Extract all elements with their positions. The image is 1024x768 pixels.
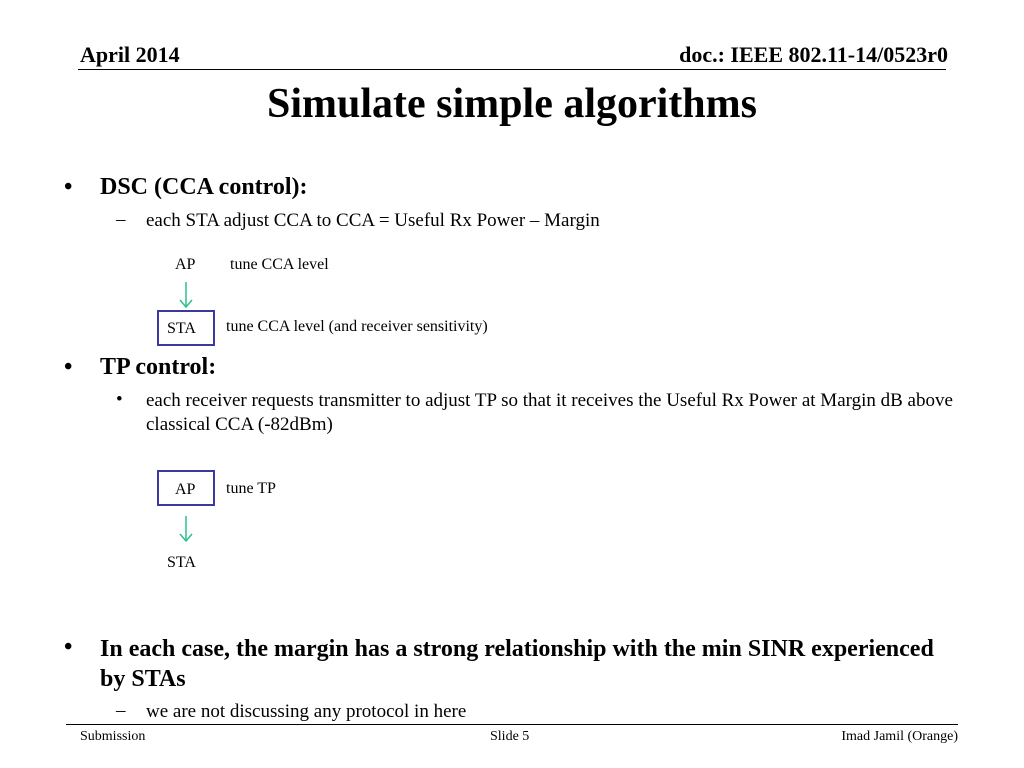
diagram1-arrow-down-icon (176, 280, 196, 310)
diagram2-sta-label: STA (167, 554, 196, 571)
sub-bullet-marker: – (116, 209, 126, 230)
bullet-text: TP control: (100, 354, 217, 380)
slide-title: Simulate simple algorithms (267, 81, 757, 127)
sub-bullet-text: each receiver requests transmitter to adjust TP so that it receives the Useful Rx Power at Margin dB above classical CCA (-82dBm) (146, 390, 953, 435)
sub-bullet-marker: – (116, 700, 126, 721)
footer-slide-number: Slide 5 (490, 729, 530, 744)
header-doc-id: doc.: IEEE 802.11-14/0523r0 (679, 42, 948, 67)
diagram1-ap-label: AP (175, 256, 196, 273)
diagram2-ap-note: tune TP (226, 480, 276, 497)
footer-divider (66, 724, 958, 725)
diagram1-sta-note: tune CCA level (and receiver sensitivity) (226, 318, 488, 335)
bullet-text: DSC (CCA control): (100, 174, 308, 200)
sub-bullet-text: each STA adjust CCA to CCA = Useful Rx Power – Margin (146, 210, 600, 231)
diagram1-ap-note: tune CCA level (230, 256, 329, 273)
footer-author: Imad Jamil (Orange) (841, 729, 958, 744)
header-date: April 2014 (80, 42, 180, 67)
diagram1-sta-label: STA (167, 320, 196, 337)
bullet-marker: • (64, 634, 73, 660)
diagram2-arrow-down-icon (176, 514, 196, 544)
bullet-marker: • (64, 354, 73, 380)
bullet-text: In each case, the margin has a strong relationship with the min SINR experienced by STAs (100, 636, 934, 692)
diagram2-ap-label: AP (175, 481, 196, 498)
bullet-marker: • (64, 174, 73, 200)
header-divider (78, 69, 946, 70)
footer-submission: Submission (80, 729, 146, 744)
sub-bullet-marker: • (116, 389, 123, 410)
sub-bullet-text: we are not discussing any protocol in here (146, 701, 467, 722)
